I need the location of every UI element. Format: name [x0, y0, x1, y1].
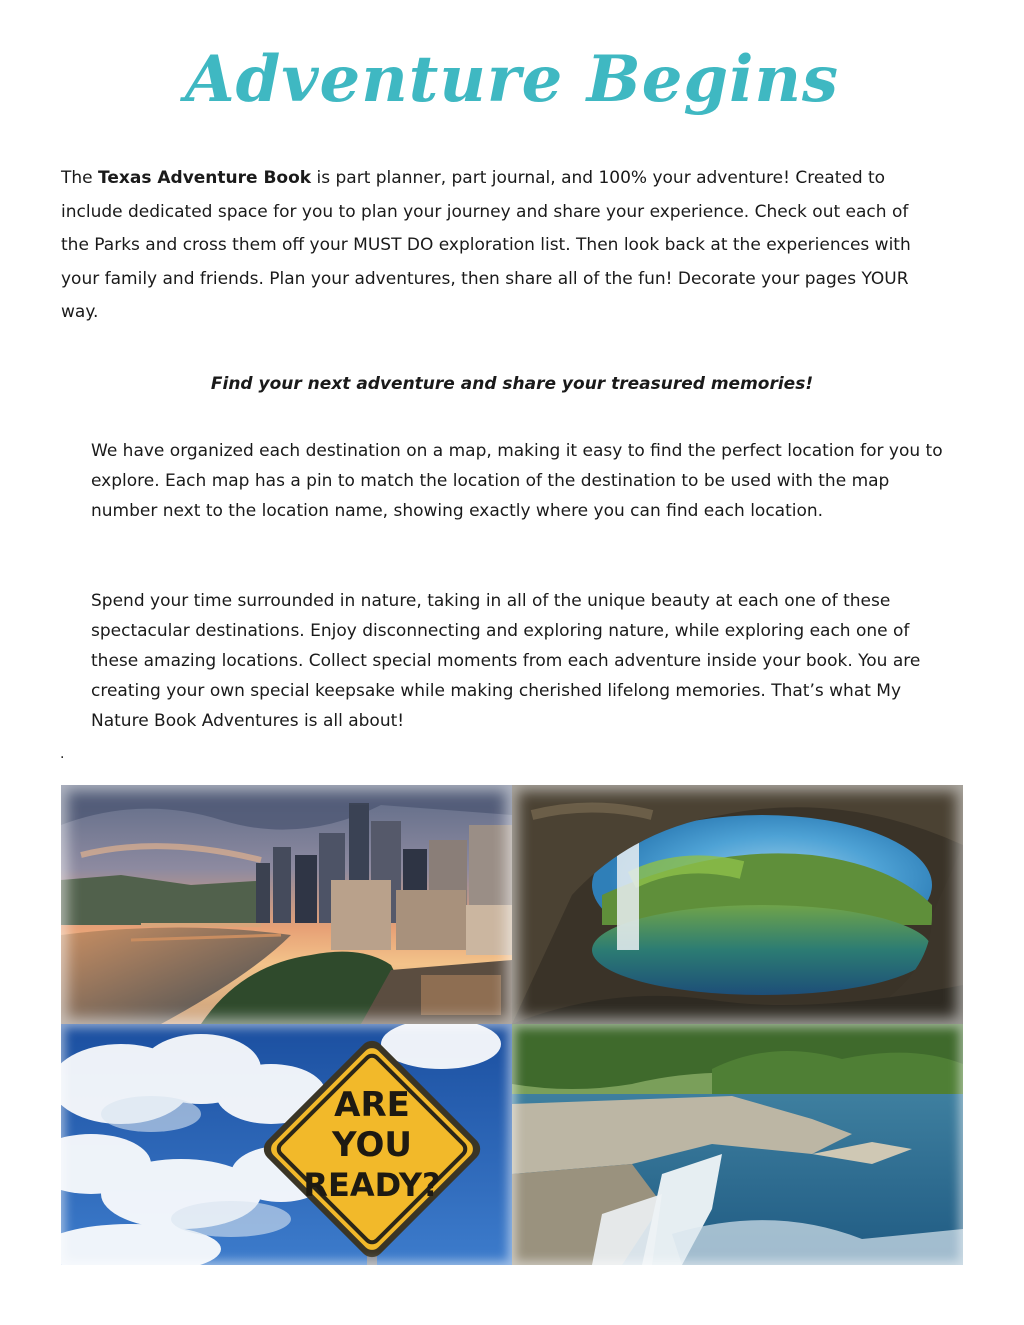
intro-lead: The: [61, 168, 99, 188]
book-name: Texas Adventure Book: [98, 168, 312, 188]
intro-body: is part planner, part journal, and 100% your adventure! Created to include dedicated space for you to plan your journey and share your experience. Check out each of the Parks and cross them off your MUST DO exploration list. Then look back at the experiences with your family and friends. Plan your adventures, then share all of the fun! Decorate your pages YOUR way.: [61, 168, 911, 322]
are-you-ready-sign-photo: [61, 1024, 512, 1265]
sign-line-2: YOU: [332, 1125, 412, 1165]
photo-collage: [61, 785, 963, 1265]
grotto-waterfall-photo: [512, 785, 963, 1024]
stray-mark: .: [60, 746, 65, 762]
limestone-falls-photo: [512, 1024, 963, 1265]
sign-line-1: ARE: [334, 1085, 410, 1125]
nature-paragraph: Spend your time surrounded in nature, taking in all of the unique beauty at each one of these spectacular destinations. Enjoy disconnecting and exploring nature, while exploring each one of these amazing locations. Collect special moments from each adventure inside your book. You are creating your own special keepsake while making cherished lifelong memories. That’s what My Nature Book Adventures is all about!: [91, 591, 921, 731]
page-title: Adventure Begins: [184, 42, 840, 117]
map-paragraph: We have organized each destination on a map, making it easy to find the perfect location for you to explore. Each map has a pin to match the location of the destination to be used with the map number next to the location name, showing exactly where you can find each location.: [91, 441, 943, 521]
sign-line-3: READY?: [303, 1166, 441, 1204]
tagline: Find your next adventure and share your treasured memories!: [210, 374, 814, 394]
intro-paragraph: [61, 162, 941, 330]
austin-skyline-photo: [61, 785, 512, 1024]
